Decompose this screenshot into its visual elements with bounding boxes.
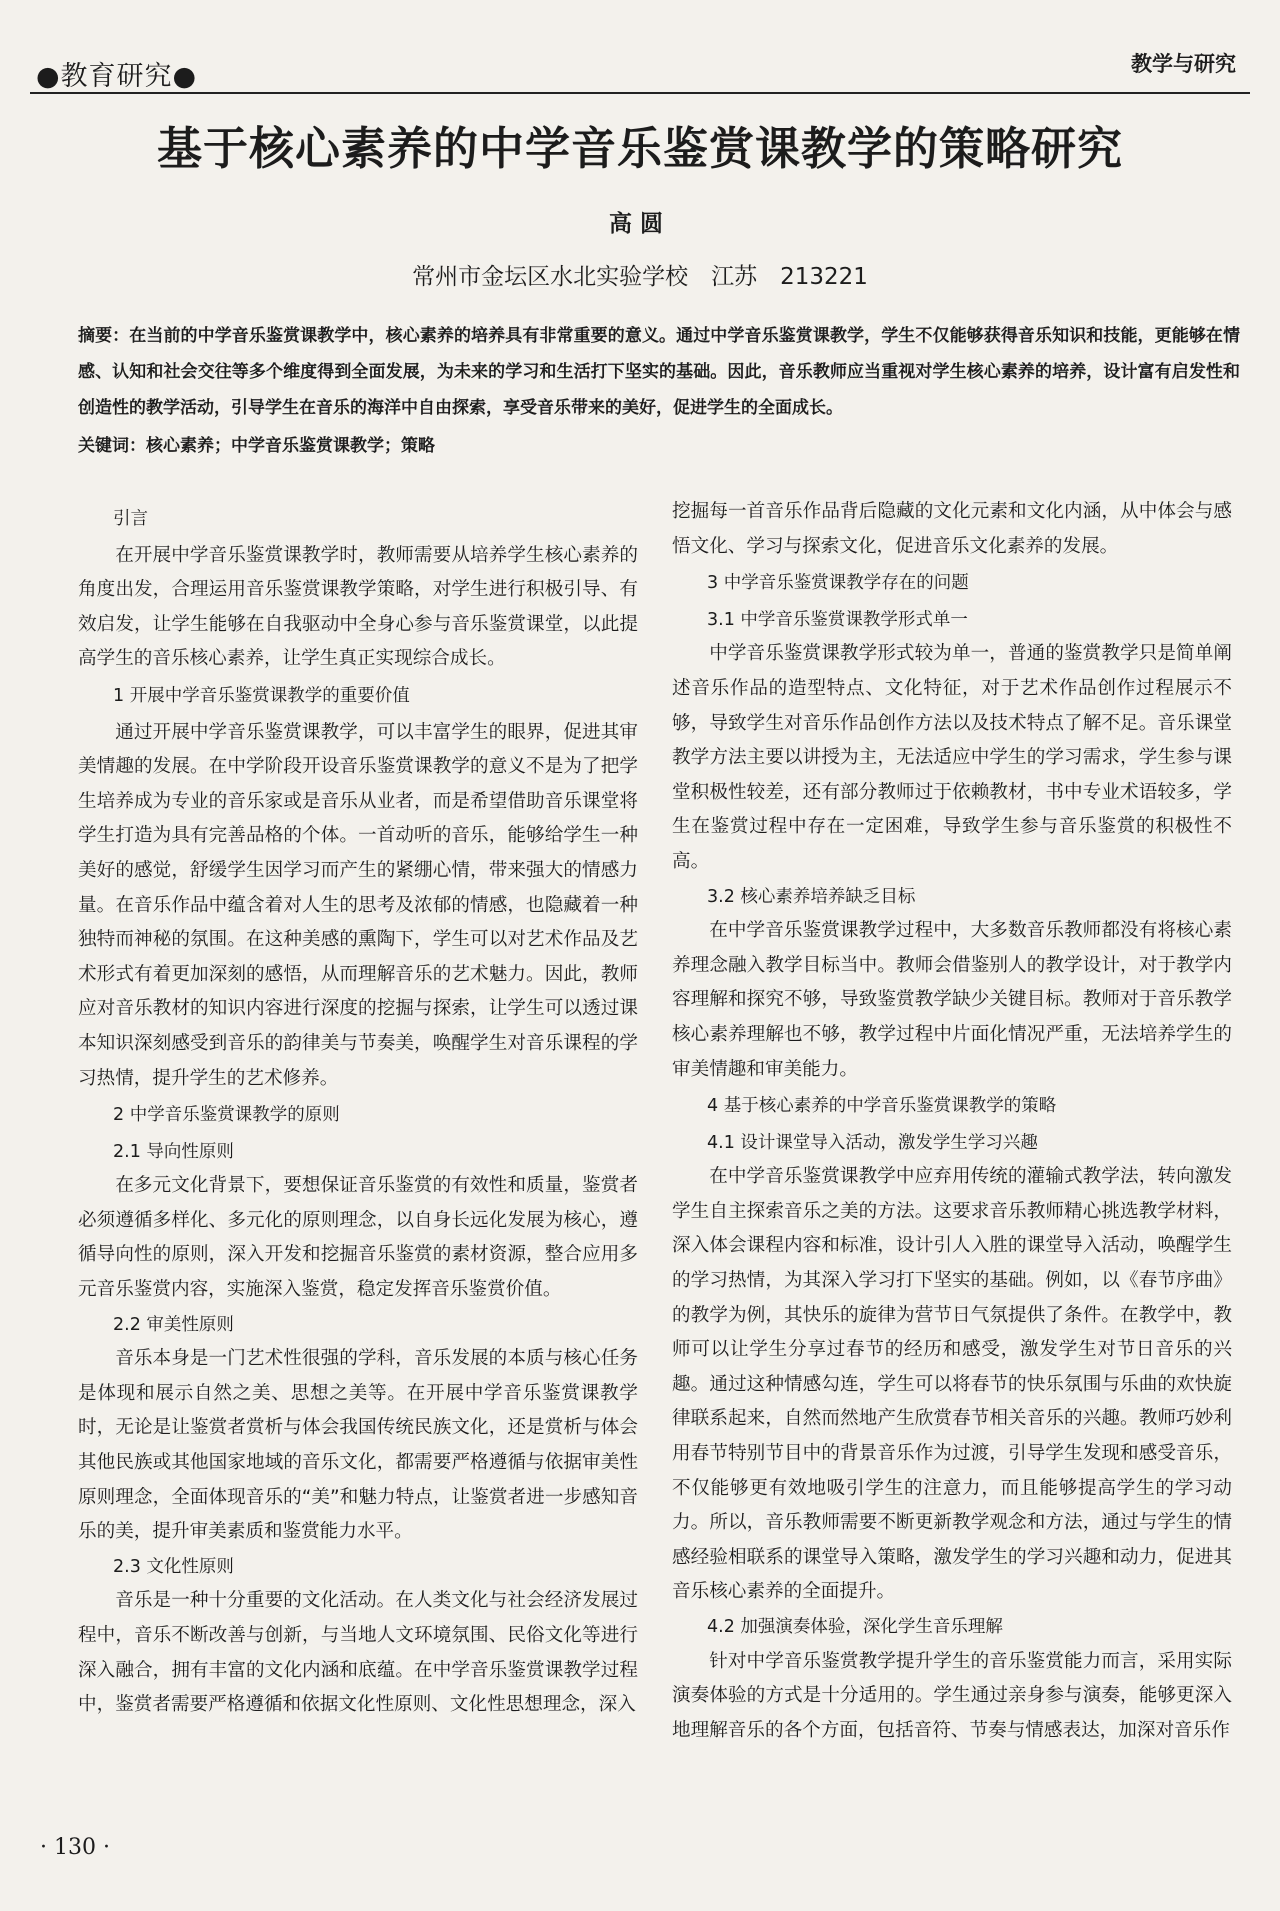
author-name: 高圆 <box>609 211 671 237</box>
section-2-2-heading: 2.2 审美性原则 <box>113 1314 234 1335</box>
section-2-1-heading: 2.1 导向性原则 <box>113 1141 234 1162</box>
section-1-paragraph: 通过开展中学音乐鉴赏课教学，可以丰富学生的眼界，促进其审美情趣的发展。在中学阶段开设音乐鉴赏课教学的意义不是为了把学生培养成为专业的音乐家或是音乐从业者，而是希望借助音乐课堂将学生打造为具有完善品格的个体。一首动听的音乐，能够给学生一种美好的感觉，舒缓学生因学习而产生的紧绷心情，带来强大的情感力量。在音乐作品中蕴含着对人生的思考及浓郁的情感，也隐藏着一种独特而神秘的氛围。在这种美感的熏陶下，学生可以对艺术作品及艺术形式有着更加深刻的感悟，从而理解音乐的艺术魅力。因此，教师应对音乐教材的知识内容进行深度的挖掘与探索，让学生可以透过课本知识深刻感受到音乐的韵律美与节奏美，唤醒学生对音乐课程的学习热情，提升学生的艺术修养。 <box>78 721 638 1089</box>
journal-label: 教学与研究 <box>1131 52 1236 76</box>
section-2-heading: 2 中学音乐鉴赏课教学的原则 <box>113 1105 340 1126</box>
section-2-3-heading: 2.3 文化性原则 <box>113 1556 234 1577</box>
section-4-1-heading: 4.1 设计课堂导入活动，激发学生学习兴趣 <box>707 1132 1038 1153</box>
section-2-1-paragraph: 在多元文化背景下，要想保证音乐鉴赏的有效性和质量，鉴赏者必须遵循多样化、多元化的原则理念，以自身长远化发展为核心，遵循导向性的原则，深入开发和挖掘音乐鉴赏的素材资源，整合应用多元音乐鉴赏内容，实施深入鉴赏，稳定发挥音乐鉴赏价值。 <box>78 1175 638 1301</box>
intro-heading: 引言 <box>113 509 148 529</box>
section-3-1-paragraph: 中学音乐鉴赏课教学形式较为单一，普通的鉴赏教学只是简单阐述音乐作品的造型特点、文化特征，对于艺术作品创作过程展示不够，导致学生对音乐作品创作方法以及技术特点了解不足。音乐课堂教学方法主要以讲授为主，无法适应中学生的学习需求，学生参与课堂积极性较差，还有部分教师过于依赖教材，书中专业术语较多，学生在鉴赏过程中存在一定困难，导致学生参与音乐鉴赏的积极性不高。 <box>672 643 1232 872</box>
section-3-1-heading: 3.1 中学音乐鉴赏课教学形式单一 <box>707 609 968 630</box>
section-3-heading: 3 中学音乐鉴赏课教学存在的问题 <box>707 573 969 594</box>
continued-paragraph: 挖掘每一首音乐作品背后隐藏的文化元素和文化内涵，从中体会与感悟文化、学习与探索文化，促进音乐文化素养的发展。 <box>672 501 1232 557</box>
section-2-2-paragraph: 音乐本身是一门艺术性很强的学科，音乐发展的本质与核心任务是体现和展示自然之美、思想之美等。在开展中学音乐鉴赏课教学时，无论是让鉴赏者赏析与体会我国传统民族文化，还是赏析与体会其他民族或其他国家地域的音乐文化，都需要严格遵循与依据审美性原则理念，全面体现音乐的“美”和魅力特点，让鉴赏者进一步感知音乐的美，提升审美素质和鉴赏能力水平。 <box>78 1348 638 1543</box>
section-4-1-paragraph: 在中学音乐鉴赏课教学中应弃用传统的灌输式教学法，转向激发学生自主探索音乐之美的方法。这要求音乐教师精心挑选教学材料，深入体会课程内容和标准，设计引人入胜的课堂导入活动，唤醒学生的学习热情，为其深入学习打下坚实的基础。例如，以《春节序曲》的教学为例，其快乐的旋律为营节日气氛提供了条件。在教学中，教师可以让学生分享过春节的经历和感受，激发学生对节日音乐的兴趣。通过这种情感勾连，学生可以将春节的快乐氛围与乐曲的欢快旋律联系起来，自然而然地产生欣赏春节相关音乐的兴趣。教师巧妙利用春节特别节目中的背景音乐作为过渡，引导学生发现和感受音乐，不仅能够更有效地吸引学生的注意力，而且能够提高学生的学习动力。所以，音乐教师需要不断更新教学观念和方法，通过与学生的情感经验相联系的课堂导入策略，激发学生的学习兴趣和动力，促进其音乐核心素养的全面提升。 <box>672 1166 1232 1603</box>
left-column <box>78 500 638 1723</box>
section-4-2-paragraph: 针对中学音乐鉴赏教学提升学生的音乐鉴赏能力而言，采用实际演奏体验的方式是十分适用的。学生通过亲身参与演奏，能够更深入地理解音乐的各个方面，包括音符、节奏与情感表达，加深对音乐作 <box>672 1650 1232 1741</box>
intro-paragraph: 在开展中学音乐鉴赏课教学时，教师需要从培养学生核心素养的角度出发，合理运用音乐鉴赏课教学策略，对学生进行积极引导、有效启发，让学生能够在自我驱动中全身心参与音乐鉴赏课堂，以此提高学生的音乐核心素养，让学生真正实现综合成长。 <box>78 544 638 670</box>
right-column <box>672 495 1232 1748</box>
section-2-3-paragraph: 音乐是一种十分重要的文化活动。在人类文化与社会经济发展过程中，音乐不断改善与创新，与当地人文环境氛围、民俗文化等进行深入融合，拥有丰富的文化内涵和底蕴。在中学音乐鉴赏课教学过程中，鉴赏者需要严格遵循和依据文化性原则、文化性思想理念，深入 <box>78 1590 638 1716</box>
section-3-2-paragraph: 在中学音乐鉴赏课教学过程中，大多数音乐教师都没有将核心素养理念融入教学目标当中。教师会借鉴别人的教学设计，对于教学内容理解和探究不够，导致鉴赏教学缺少关键目标。教师对于音乐教学核心素养理解也不够，教学过程中片面化情况严重，无法培养学生的审美情趣和审美能力。 <box>672 920 1232 1080</box>
keywords: 关键词：核心素养；中学音乐鉴赏课教学；策略 <box>78 436 435 456</box>
page-number: · 130 · <box>40 1835 110 1860</box>
section-label: ●教育研究● <box>36 61 198 92</box>
section-4-2-heading: 4.2 加强演奏体验，深化学生音乐理解 <box>707 1617 1003 1637</box>
section-3-2-heading: 3.2 核心素养培养缺乏目标 <box>707 886 916 907</box>
article-title: 基于核心素养的中学音乐鉴赏课教学的策略研究 <box>156 122 1123 175</box>
author-affiliation: 常州市金坛区水北实验学校 江苏 213221 <box>412 264 868 290</box>
section-1-heading: 1 开展中学音乐鉴赏课教学的重要价值 <box>113 685 410 706</box>
running-header <box>30 40 1250 94</box>
section-4-heading: 4 基于核心素养的中学音乐鉴赏课教学的策略 <box>707 1096 1057 1117</box>
abstract: 摘要：在当前的中学音乐鉴赏课教学中，核心素养的培养具有非常重要的意义。通过中学音乐鉴赏课教学，学生不仅能够获得音乐知识和技能，更能够在情感、认知和社会交往等多个维度得到全面发展，为未来的学习和生活打下坚实的基础。因此，音乐教师应当重视对学生核心素养的培养，设计富有启发性和创造性的教学活动，引导学生在音乐的海洋中自由探索，享受音乐带来的美好，促进学生的全面成长。 <box>78 326 1240 418</box>
